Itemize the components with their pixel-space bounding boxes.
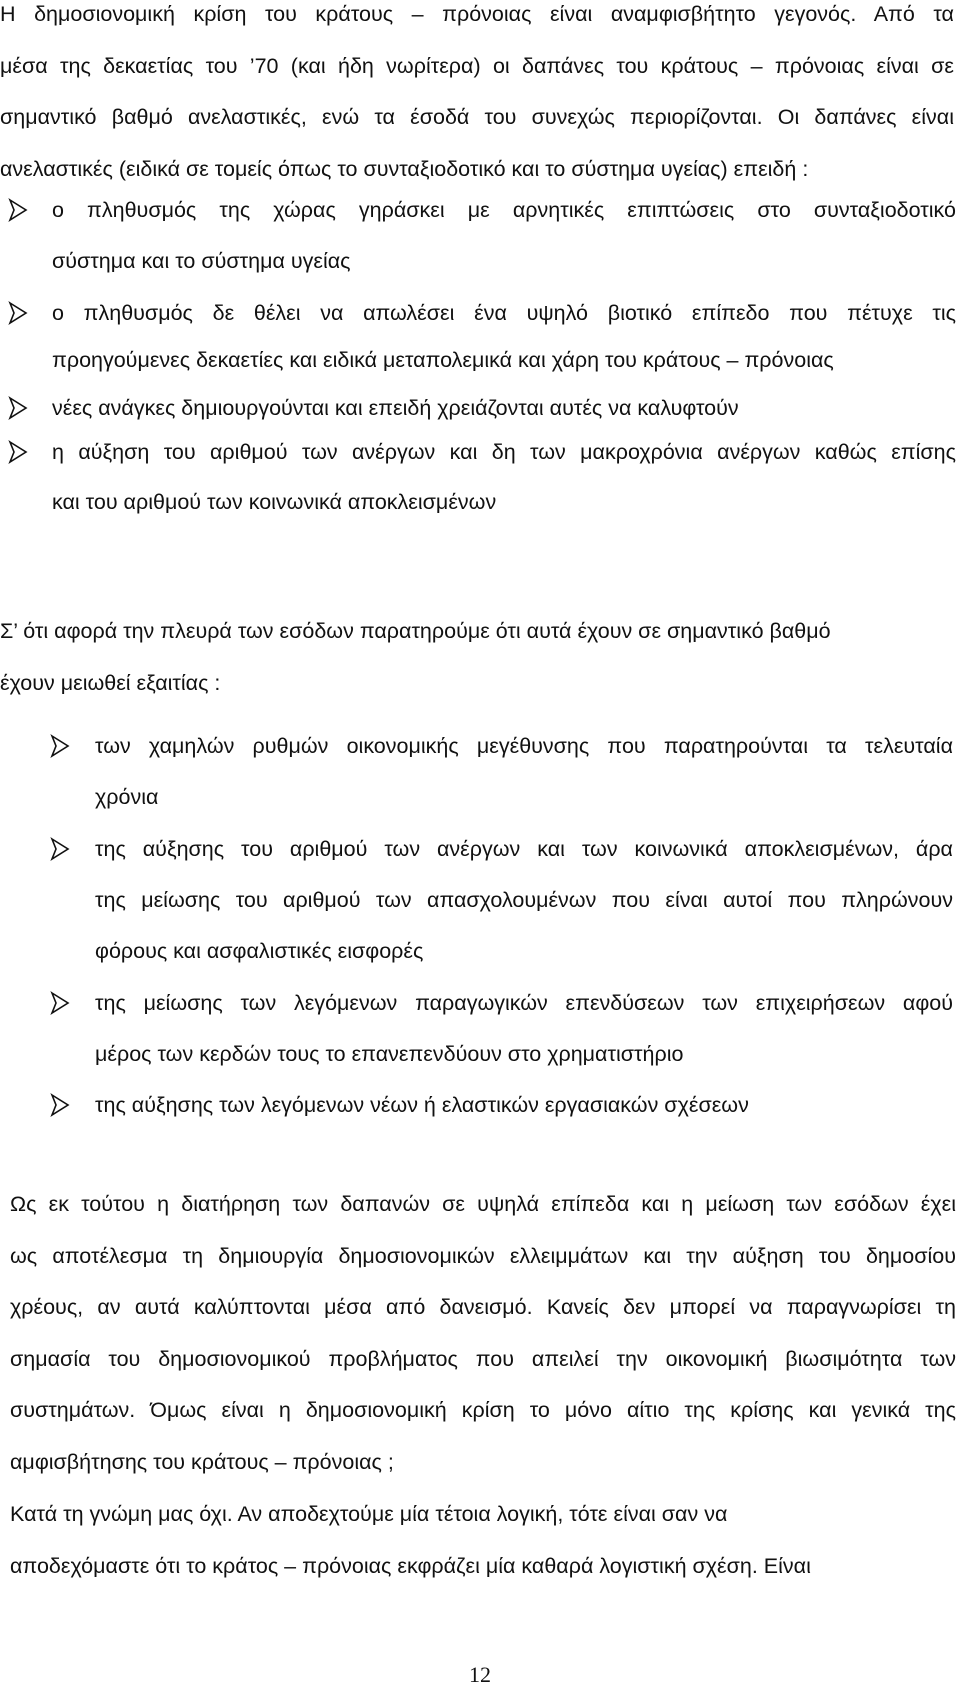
arrowhead-bullet-icon [8,198,28,222]
revenue-intro-paragraph [0,617,960,720]
list-item [0,989,960,1091]
text-line: συστημάτων. Όμως είναι η δημοσιονομική κρίση το μόνο αίτιο της κρίσης και γενικά της [10,1398,956,1422]
conclusion-paragraph [10,1190,956,1499]
text-line: μέσα της δεκαετίας του ’70 (και ήδη νωρίτερα) οι δαπάνες του κράτους – πρόνοιας είναι σε [0,53,954,78]
list-item [0,1091,960,1135]
text-line: σημασία του δημοσιονομικού προβλήματος που απειλεί την οικονομική βιωσιμότητα των [10,1346,956,1371]
expense-reasons-list [0,196,960,533]
list-item-text: της μείωσης του αριθμού των απασχολουμένων που είναι αυτοί που πληρώνουν [95,888,953,912]
arrowhead-bullet-icon [50,734,70,758]
arrowhead-bullet-icon [50,991,70,1015]
list-item-text: ο πληθυσμός της χώρας γηράσκει με αρνητικές επιπτώσεις στο συνταξιοδοτικό [52,198,956,222]
text-line: ως αποτέλεσμα τη δημιουργία δημοσιονομικών ελλειμμάτων και την αύξηση του δημοσίου [10,1243,956,1268]
list-item-text: σύστημα και το σύστημα υγείας [52,249,351,273]
list-item-text: της αύξησης των λεγόμενων νέων ή ελαστικών εργασιακών σχέσεων [95,1093,749,1117]
list-item-text: η αύξηση του αριθμού των ανέργων και δη των μακροχρόνια ανέργων καθώς επίσης [52,440,956,464]
opinion-paragraph [10,1500,956,1603]
text-line: αποδεχόμαστε ότι το κράτος – πρόνοιας εκφράζει μία καθαρά λογιστική σχέση. Είναι [10,1553,811,1578]
revenue-reasons-list [0,732,960,1135]
list-item-text: της μείωσης των λεγόμενων παραγωγικών επενδύσεων των επιχειρήσεων αφού [95,991,953,1015]
list-item-text: και του αριθμού των κοινωνικά αποκλεισμένων [52,490,497,514]
arrowhead-bullet-icon [8,440,28,464]
list-item [0,299,960,394]
arrowhead-bullet-icon [8,396,28,420]
list-item [0,732,960,835]
list-item-text: νέες ανάγκες δημιουργούνται και επειδή χρειάζονται αυτές να καλυφτούν [52,396,739,420]
text-line: Η δημοσιονομική κρίση του κράτους – πρόνοιας είναι αναμφισβήτητο γεγονός. Από τα [0,2,954,26]
list-item [0,438,960,533]
text-line: χρέους, αν αυτά καλύπτονται μέσα από δανεισμό. Κανείς δεν μπορεί να παραγνωρίσει τη [10,1295,956,1319]
list-item-text: μέρος των κερδών τους το επανεπενδύουν στο χρηματιστήριο [95,1042,684,1066]
intro-paragraph [0,0,960,206]
list-item-text: χρόνια [95,785,159,809]
list-item [0,196,960,299]
text-line: Κατά τη γνώμη μας όχι. Αν αποδεχτούμε μία τέτοια λογική, τότε είναι σαν να [10,1502,728,1526]
text-line: αμφισβήτησης του κράτους – πρόνοιας ; [10,1449,394,1474]
arrowhead-bullet-icon [8,301,28,325]
list-item-text: της αύξησης του αριθμού των ανέργων και των κοινωνικά αποκλεισμένων, άρα [95,837,953,861]
text-line: Σ’ ότι αφορά την πλευρά των εσόδων παρατηρούμε ότι αυτά έχουν σε σημαντικό βαθμό [0,619,831,643]
list-item-text: των χαμηλών ρυθμών οικονομικής μεγέθυνσης που παρατηρούνται τα τελευταία [95,734,953,758]
list-item-text: φόρους και ασφαλιστικές εισφορές [95,939,424,963]
arrowhead-bullet-icon [50,1093,70,1117]
list-item [0,394,960,438]
arrowhead-bullet-icon [50,837,70,861]
page-number: 12 [469,1662,491,1687]
list-item [0,835,960,989]
text-line: σημαντικό βαθμό ανελαστικές, ενώ τα έσοδά του συνεχώς περιορίζονται. Οι δαπάνες είναι [0,105,954,129]
text-line: ανελαστικές (ειδικά σε τομείς όπως το συνταξιοδοτικό και το σύστημα υγείας) επειδή : [0,156,809,181]
text-line: έχουν μειωθεί εξαιτίας : [0,670,221,695]
text-line: Ως εκ τούτου η διατήρηση των δαπανών σε υψηλά επίπεδα και η μείωση των εσόδων έχει [10,1192,956,1216]
list-item-text: ο πληθυσμός δε θέλει να απωλέσει ένα υψηλό βιοτικό επίπεδο που πέτυχε τις [52,301,956,325]
list-item-text: προηγούμενες δεκαετίες και ειδικά μεταπολεμικά και χάρη του κράτους – πρόνοιας [52,348,834,372]
